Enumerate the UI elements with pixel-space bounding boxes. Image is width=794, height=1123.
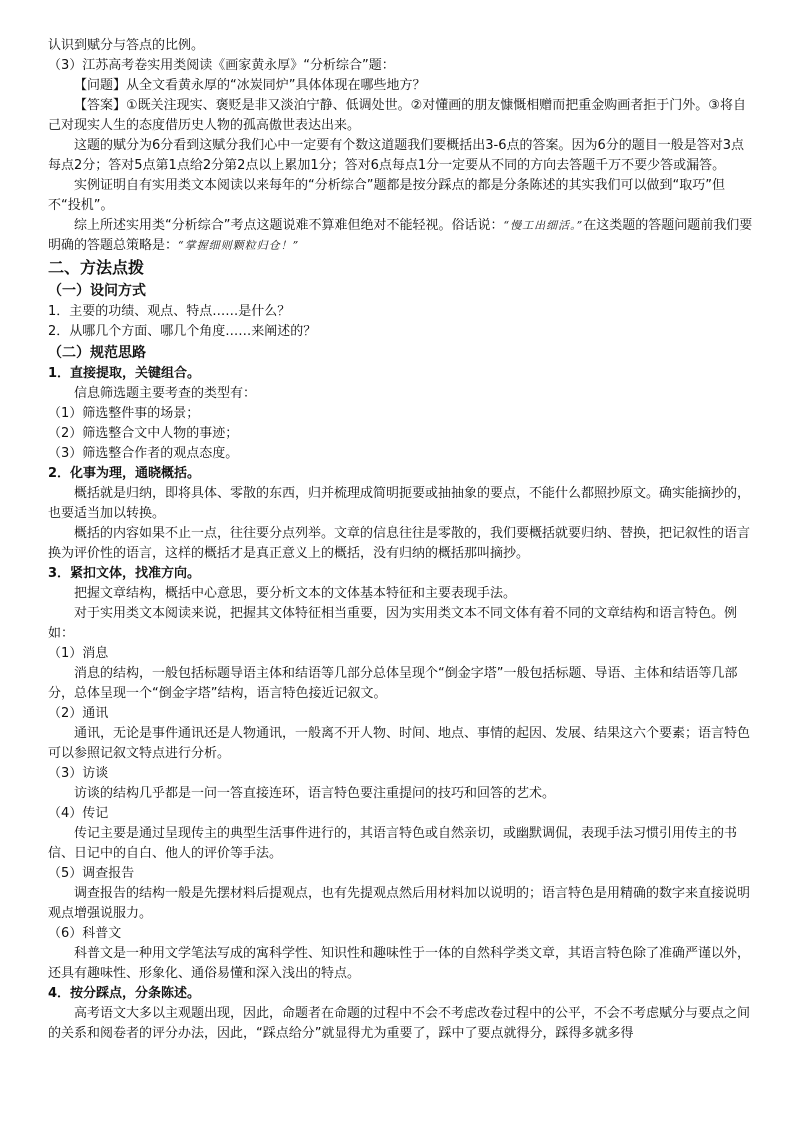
text-block-23: （1）消息	[48, 646, 109, 661]
text-block-21: 把握文章结构，概括中心意思，要分析文本的文体基本特征和主要表现手法。	[74, 586, 517, 601]
text-block-29: （4）传记	[48, 806, 109, 821]
text-block-35: 4．按分踩点，分条陈述。	[48, 986, 201, 1001]
text-block-4: 这题的赋分为6分看到这赋分我们心中一定要有个数这道题我们要概括出3-6点的答案。因为6分的题目一般是答对3点每点2分；答对5点第1点给2分第2点以上累加1分；答对6点每点1分一定要从不同的方向去答题千万不要少答或漏答。	[48, 138, 745, 173]
text-block-30: 传记主要是通过呈现传主的典型生活事件进行的，其语言特色或自然亲切，或幽默调侃，表现手法习惯引用传主的书信、日记中的自白、他人的评价等手法。	[48, 826, 738, 861]
document-page	[48, 36, 754, 1044]
text-block-17: 2．化事为理，通晓概括。	[48, 466, 201, 481]
text-block-24: 消息的结构，一般包括标题导语主体和结语等几部分总体呈现个“倒金字塔”一般包括标题、导语、主体和结语等几部分，总体呈现一个“倒金字塔”结构，语言特色接近记叙文。	[48, 666, 738, 701]
text-block-10: 2．从哪几个方面、哪几个角度……来阐述的？	[48, 324, 317, 339]
text-block-16: （3）筛选整合作者的观点态度。	[48, 446, 239, 461]
text-block-34: 科普文是一种用文学笔法写成的寓科学性、知识性和趣味性于一体的自然科学类文章，其语言特色除了准确严谨以外，还具有趣味性、形象化、通俗易懂和深入浅出的特点。	[48, 946, 751, 981]
text-block-36: 高考语文大多以主观题出现，因此，命题者在命题的过程中不会不考虑改卷过程中的公平，不会不考虑赋分与要点之间的关系和阅卷者的评分办法，因此，“踩点给分”就显得尤为重要了，踩中了要点就得分，踩得多就多得	[48, 1006, 751, 1041]
text-block-2: 【问题】从全文看黄永厚的“冰炭同炉”具体体现在哪些地方？	[74, 78, 426, 93]
text-block-1: （3）江苏高考卷实用类阅读《画家黄永厚》“分析综合”题：	[48, 58, 395, 73]
text-block-8: （一）设问方式	[48, 283, 146, 299]
text-block-9: 1．主要的功绩、观点、特点……是什么？	[48, 304, 291, 319]
text-block-27: （3）访谈	[48, 766, 109, 781]
text-block-31: （5）调查报告	[48, 866, 135, 881]
text-block-20: 3．紧扣文体，找准方向。	[48, 566, 201, 581]
text-block-25: （2）通讯	[48, 706, 109, 721]
text-block-0: 认识到赋分与答点的比例。	[48, 38, 205, 53]
text-block-15: （2）筛选整合文中人物的事迹；	[48, 426, 239, 441]
text-block-33: （6）科普文	[48, 926, 122, 941]
text-block-26: 通讯，无论是事件通讯还是人物通讯，一般离不开人物、时间、地点、事情的起因、发展、结果这六个要素；语言特色可以参照记叙文特点进行分析。	[48, 726, 751, 761]
text-block-13: 信息筛选题主要考查的类型有：	[74, 386, 257, 401]
text-block-7: 二、方法点拨	[48, 258, 145, 277]
text-block-11: （二）规范思路	[48, 345, 146, 361]
text-block-18: 概括就是归纳，即将具体、零散的东西，归并梳理成简明扼要或抽抽象的要点，不能什么都照抄原文。确实能摘抄的，也要适当加以转换。	[48, 486, 751, 521]
text-block-12: 1．直接提取，关键组合。	[48, 366, 201, 381]
text-block-3: 【答案】①既关注现实、褒贬是非又淡泊宁静、低调处世。②对懂画的朋友慷慨相赠而把重金购画者拒于门外。③将自己对现实人生的态度借历史人物的孤高傲世表达出来。	[48, 98, 746, 133]
text-block-28: 访谈的结构几乎都是一问一答直接连环，语言特色要注重提问的技巧和回答的艺术。	[74, 786, 556, 801]
text-block-14: （1）筛选整件事的场景；	[48, 406, 200, 421]
text-block-22: 对于实用类文本阅读来说，把握其文体特征相当重要，因为实用类文本不同文体有着不同的文章结构和语言特色。例如：	[48, 606, 738, 641]
text-block-6: 综上所述实用类“分析综合”考点这题说难不算难但绝对不能轻视。俗话说：“慢工出细活。”在这类题的答题问题前我们要明确的答题总策略是：“掌握细则颗粒归仓！”	[48, 218, 753, 253]
text-block-32: 调查报告的结构一般是先摆材料后提观点，也有先提观点然后用材料加以说明的；语言特色是用精确的数字来直接说明观点增强说服力。	[48, 886, 751, 921]
text-block-19: 概括的内容如果不止一点，往往要分点列举。文章的信息往往是零散的，我们要概括就要归纳、替换，把记叙性的语言换为评价性的语言，这样的概括才是真正意义上的概括，没有归纳的概括那叫摘抄。	[48, 526, 751, 561]
text-block-5: 实例证明自有实用类文本阅读以来每年的“分析综合”题都是按分踩点的都是分条陈述的其实我们可以做到“取巧”但不“投机”。	[48, 178, 725, 213]
